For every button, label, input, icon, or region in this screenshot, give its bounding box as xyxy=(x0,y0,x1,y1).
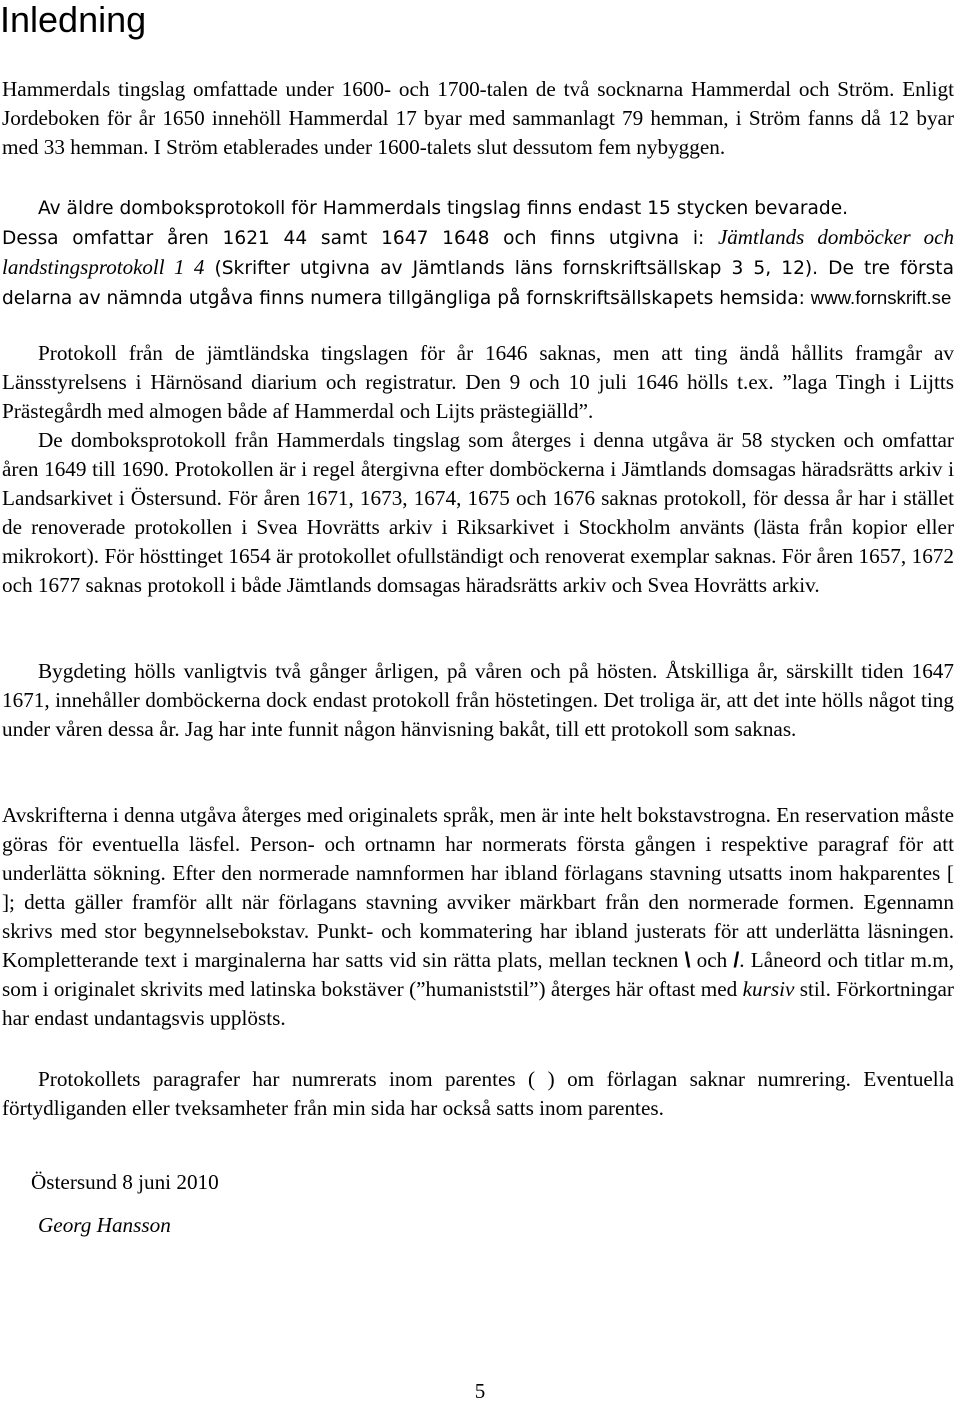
paragraph-1646: Protokoll från de jämtländska tingslagen för år 1646 saknas, men att ting ändå hållits framgår av Länsstyrelsens i Härnösand diarium och registratur. Den 9 och 10 juli 1646 hölls t.ex. ”laga Tingh i Lijtts Prästegårdh med almogen både af Hammerdal och Lijts prästegiälld”. xyxy=(2,341,954,423)
editions-text-a: Dessa omfattar åren 1621 44 samt 1647 1648 och finns utgivna i: xyxy=(2,228,718,249)
paragraph-numbering: Protokollets paragrafer har numrerats inom parentes ( ) om förlagan saknar numrering. Eventuella förtydliganden eller tveksamheter från min sida har också satts inom parentes. xyxy=(2,1067,954,1120)
rules-text-a: Avskrifterna i denna utgåva återges med originalets språk, men är inte helt bokstavstrogna. En reservation måste göras för eventuella läsfel. Person- och ortnamn har normerats första gången i respektive paragraf för att underlätta sökning. Efter den normerade namnformen har ibland förlagans stavning utsatts inom hakparentes [ ]; detta gäller framför allt när förlagans stavning avviker märkbart från den normerade formen. Egennamn skrivs med stor begynnelsebokstav. Punkt- och kommatering har ibland justerats för att underlätta läsningen. Kompletterande text i marginalerna har satts vid sin rätta plats, mellan tecknen xyxy=(2,803,954,972)
rules-text-b: . Låneord och titlar m.m, som i originalet skrivits med latinska bokstäver (”humaniststil”) återges här oftast med xyxy=(2,948,954,1001)
paragraph-dombok-count: Av äldre domboksprotokoll för Hammerdals tingslag finns endast 15 stycken bevarade. xyxy=(38,198,849,219)
page-number: 5 xyxy=(474,1379,486,1403)
paragraph-editions xyxy=(2,223,954,313)
italic-word: kursiv xyxy=(742,977,795,1001)
backslash-symbol: \ xyxy=(684,949,691,972)
rules-text-mid: och xyxy=(690,948,734,972)
rules-text-c: stil. Förkortningar har endast undantagsvis upplösts. xyxy=(2,977,954,1030)
editions-text-b: (Skrifter utgivna av Jämtlands läns fornskriftsällskap 3 5, 12). De tre första delarna av nämnda utgåva finns numera tillgängliga på fornskriftsällskapets hemsida: xyxy=(2,258,954,309)
paragraph-transcription-rules xyxy=(2,801,954,1033)
paragraph-intro: Hammerdals tingslag omfattade under 1600- och 1700-talen de två socknarna Hammerdal och Ström. Enligt Jordeboken för år 1650 innehöll Hammerdal 17 byar med sammanlagt 79 hemman, i Ström fanns då 12 byar med 33 hemman. I Ström etablerades under 1600-talets slut dessutom fem nybyggen. xyxy=(2,77,954,159)
paragraph-bygdeting: Bygdeting hölls vanligtvis två gånger årligen, på våren och på hösten. Åtskilliga år, särskillt tiden 1647 1671, innehåller domböckerna dock endast protokoll från höstetingen. Det troliga är, att det inte hölls något ting under våren dessa år. Jag har inte funnit någon hänvisning bakåt, till ett protokoll som saknas. xyxy=(2,659,954,741)
editions-title: Jämtlands domböcker och landstingsprotokoll 1 4 xyxy=(2,225,955,279)
paragraph-dombok-sources: De domboksprotokoll från Hammerdals tingslag som återges i denna utgåva är 58 stycken och omfattar åren 1649 till 1690. Protokollen är i regel återgivna efter domböckerna i Jämtlands domsagas häradsrätts arkiv i Landsarkivet i Östersund. För åren 1671, 1673, 1674, 1675 och 1676 saknas protokoll, för dessa år har i stället de renoverade protokollen i Svea Hovrätts arkiv i Riksarkivet i Stockholm använts (lästa från kopior eller mikrokort). För hösttinget 1654 är protokollet ofullständigt och renoverat exemplar saknas. För åren 1657, 1672 och 1677 saknas protokoll i både Jämtlands domsagas häradsrätts arkiv och Svea Hovrätts arkiv. xyxy=(2,428,954,597)
slash-symbol: / xyxy=(733,949,740,972)
website-link[interactable]: www.fornskrift.se xyxy=(810,287,952,308)
signature-name: Georg Hansson xyxy=(38,1213,171,1237)
page-title: Inledning xyxy=(0,0,147,40)
signature-place-date: Östersund 8 juni 2010 xyxy=(31,1170,219,1194)
